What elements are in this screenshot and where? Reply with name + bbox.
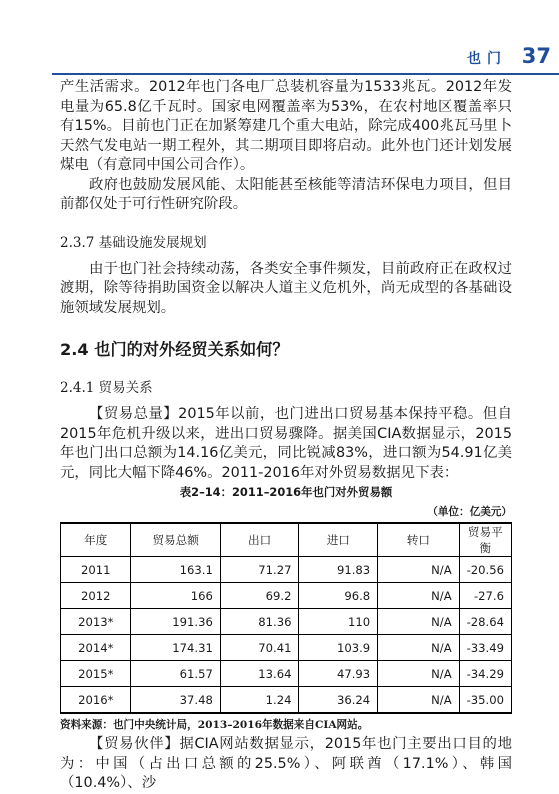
table-cell: 163.1: [131, 557, 220, 583]
table-cell: -34.29: [459, 661, 511, 687]
table-cell: 2013*: [61, 609, 131, 635]
table-cell: -20.56: [459, 557, 511, 583]
table-cell: N/A: [378, 583, 459, 609]
table-header-row: [61, 523, 512, 557]
page-number: 37: [521, 44, 551, 68]
paragraph-trade-volume: 【贸易总量】2015年以前，也门进出口贸易基本保持平稳。但自2015年危机升级以来，进出口贸易骤降。据美国CIA数据显示，2015年也门出口总额为14.16亿美元，同比锐减83%，进口额为54.91亿美元，同比大幅下降46%。2011-2016年对外贸易数据见下表：: [60, 406, 512, 481]
table-cell: N/A: [378, 557, 459, 583]
table-cell: 2016*: [61, 687, 131, 714]
page-header: [0, 0, 559, 72]
table-cell: 1.24: [220, 687, 299, 714]
table-cell: -33.49: [459, 635, 511, 661]
column-header: 贸易总额: [131, 523, 220, 557]
table-cell: 91.83: [299, 557, 378, 583]
table-cell: 2011: [61, 557, 131, 583]
table-cell: 2012: [61, 583, 131, 609]
table-cell: 110: [299, 609, 378, 635]
table-title: 表2–14：2011–2016年也门对外贸易额: [179, 485, 393, 499]
table-row: [61, 687, 512, 714]
table-cell: 103.9: [299, 635, 378, 661]
table-cell: 2014*: [61, 635, 131, 661]
table-cell: 81.36: [220, 609, 299, 635]
table-cell: 70.41: [220, 635, 299, 661]
table-cell: N/A: [378, 661, 459, 687]
table-cell: N/A: [378, 687, 459, 714]
paragraph-trade-partners: 【贸易伙伴】据CIA网站数据显示，2015年也门主要出口目的地为：中国（占出口总额的25.5%）、阿联酋（17.1%）、韩国（10.4%）、沙: [60, 736, 512, 791]
paragraph-infrastructure: 由于也门社会持续动荡，各类安全事件频发，目前政府正在政权过渡期，除等待捐助国资金以解决人道主义危机外，尚无成型的各基础设施领域发展规划。: [60, 260, 512, 316]
section-heading-2-4-1: 2.4.1 贸易关系: [60, 380, 153, 396]
table-cell: 174.31: [131, 635, 220, 661]
table-cell: -28.64: [459, 609, 511, 635]
column-header: 出口: [220, 523, 299, 557]
table-cell: 13.64: [220, 661, 299, 687]
table-cell: N/A: [378, 609, 459, 635]
table-cell: N/A: [378, 635, 459, 661]
section-heading-2-3-7: 2.3.7 基础设施发展规划: [60, 234, 207, 251]
table-cell: 36.24: [299, 687, 378, 714]
trade-table: [60, 522, 512, 714]
section-heading-2-4: 2.4 也门的对外经贸关系如何？: [60, 340, 289, 359]
table-row: [61, 661, 512, 687]
table-cell: 71.27: [220, 557, 299, 583]
table-row: [61, 557, 512, 583]
paragraph-electricity: 产生活需求。2012年也门各电厂总装机容量为1533兆瓦。2012年发电量为65.8亿千瓦时。国家电网覆盖率为53%，在农村地区覆盖率只有15%。目前也门正在加紧筹建几个重大电站，除完成400兆瓦马里卜天然气发电站一期工程外，其二期项目即将启动。此外也门还计划发展煤电（有意同中国公司合作）。: [60, 79, 512, 173]
table-cell: 47.93: [299, 661, 378, 687]
table-cell: 61.57: [131, 661, 220, 687]
table-source: 资料来源：也门中央统计局，2013–2016年数据来自CIA网站。: [60, 719, 369, 731]
table-unit: （单位：亿美元）: [427, 506, 512, 518]
table-cell: 96.8: [299, 583, 378, 609]
table-row: [61, 609, 512, 635]
table-row: [61, 635, 512, 661]
page-body: [60, 78, 512, 794]
table-cell: 166: [131, 583, 220, 609]
paragraph-clean-energy: 政府也鼓励发展风能、太阳能甚至核能等清洁环保电力项目，但目前都仅处于可行性研究阶段。: [60, 176, 512, 212]
column-header: 转口: [378, 523, 459, 557]
column-header: 进口: [299, 523, 378, 557]
table-cell: 191.36: [131, 609, 220, 635]
table-cell: -35.00: [459, 687, 511, 714]
running-header-title: 也门: [467, 51, 507, 67]
table-cell: 69.2: [220, 583, 299, 609]
table-cell: 2015*: [61, 661, 131, 687]
table-row: [61, 583, 512, 609]
header-rule: [52, 73, 559, 75]
column-header: 年度: [61, 523, 131, 557]
table-cell: -27.6: [459, 583, 511, 609]
table-cell: 37.48: [131, 687, 220, 714]
column-header: 贸易平衡: [459, 523, 511, 557]
